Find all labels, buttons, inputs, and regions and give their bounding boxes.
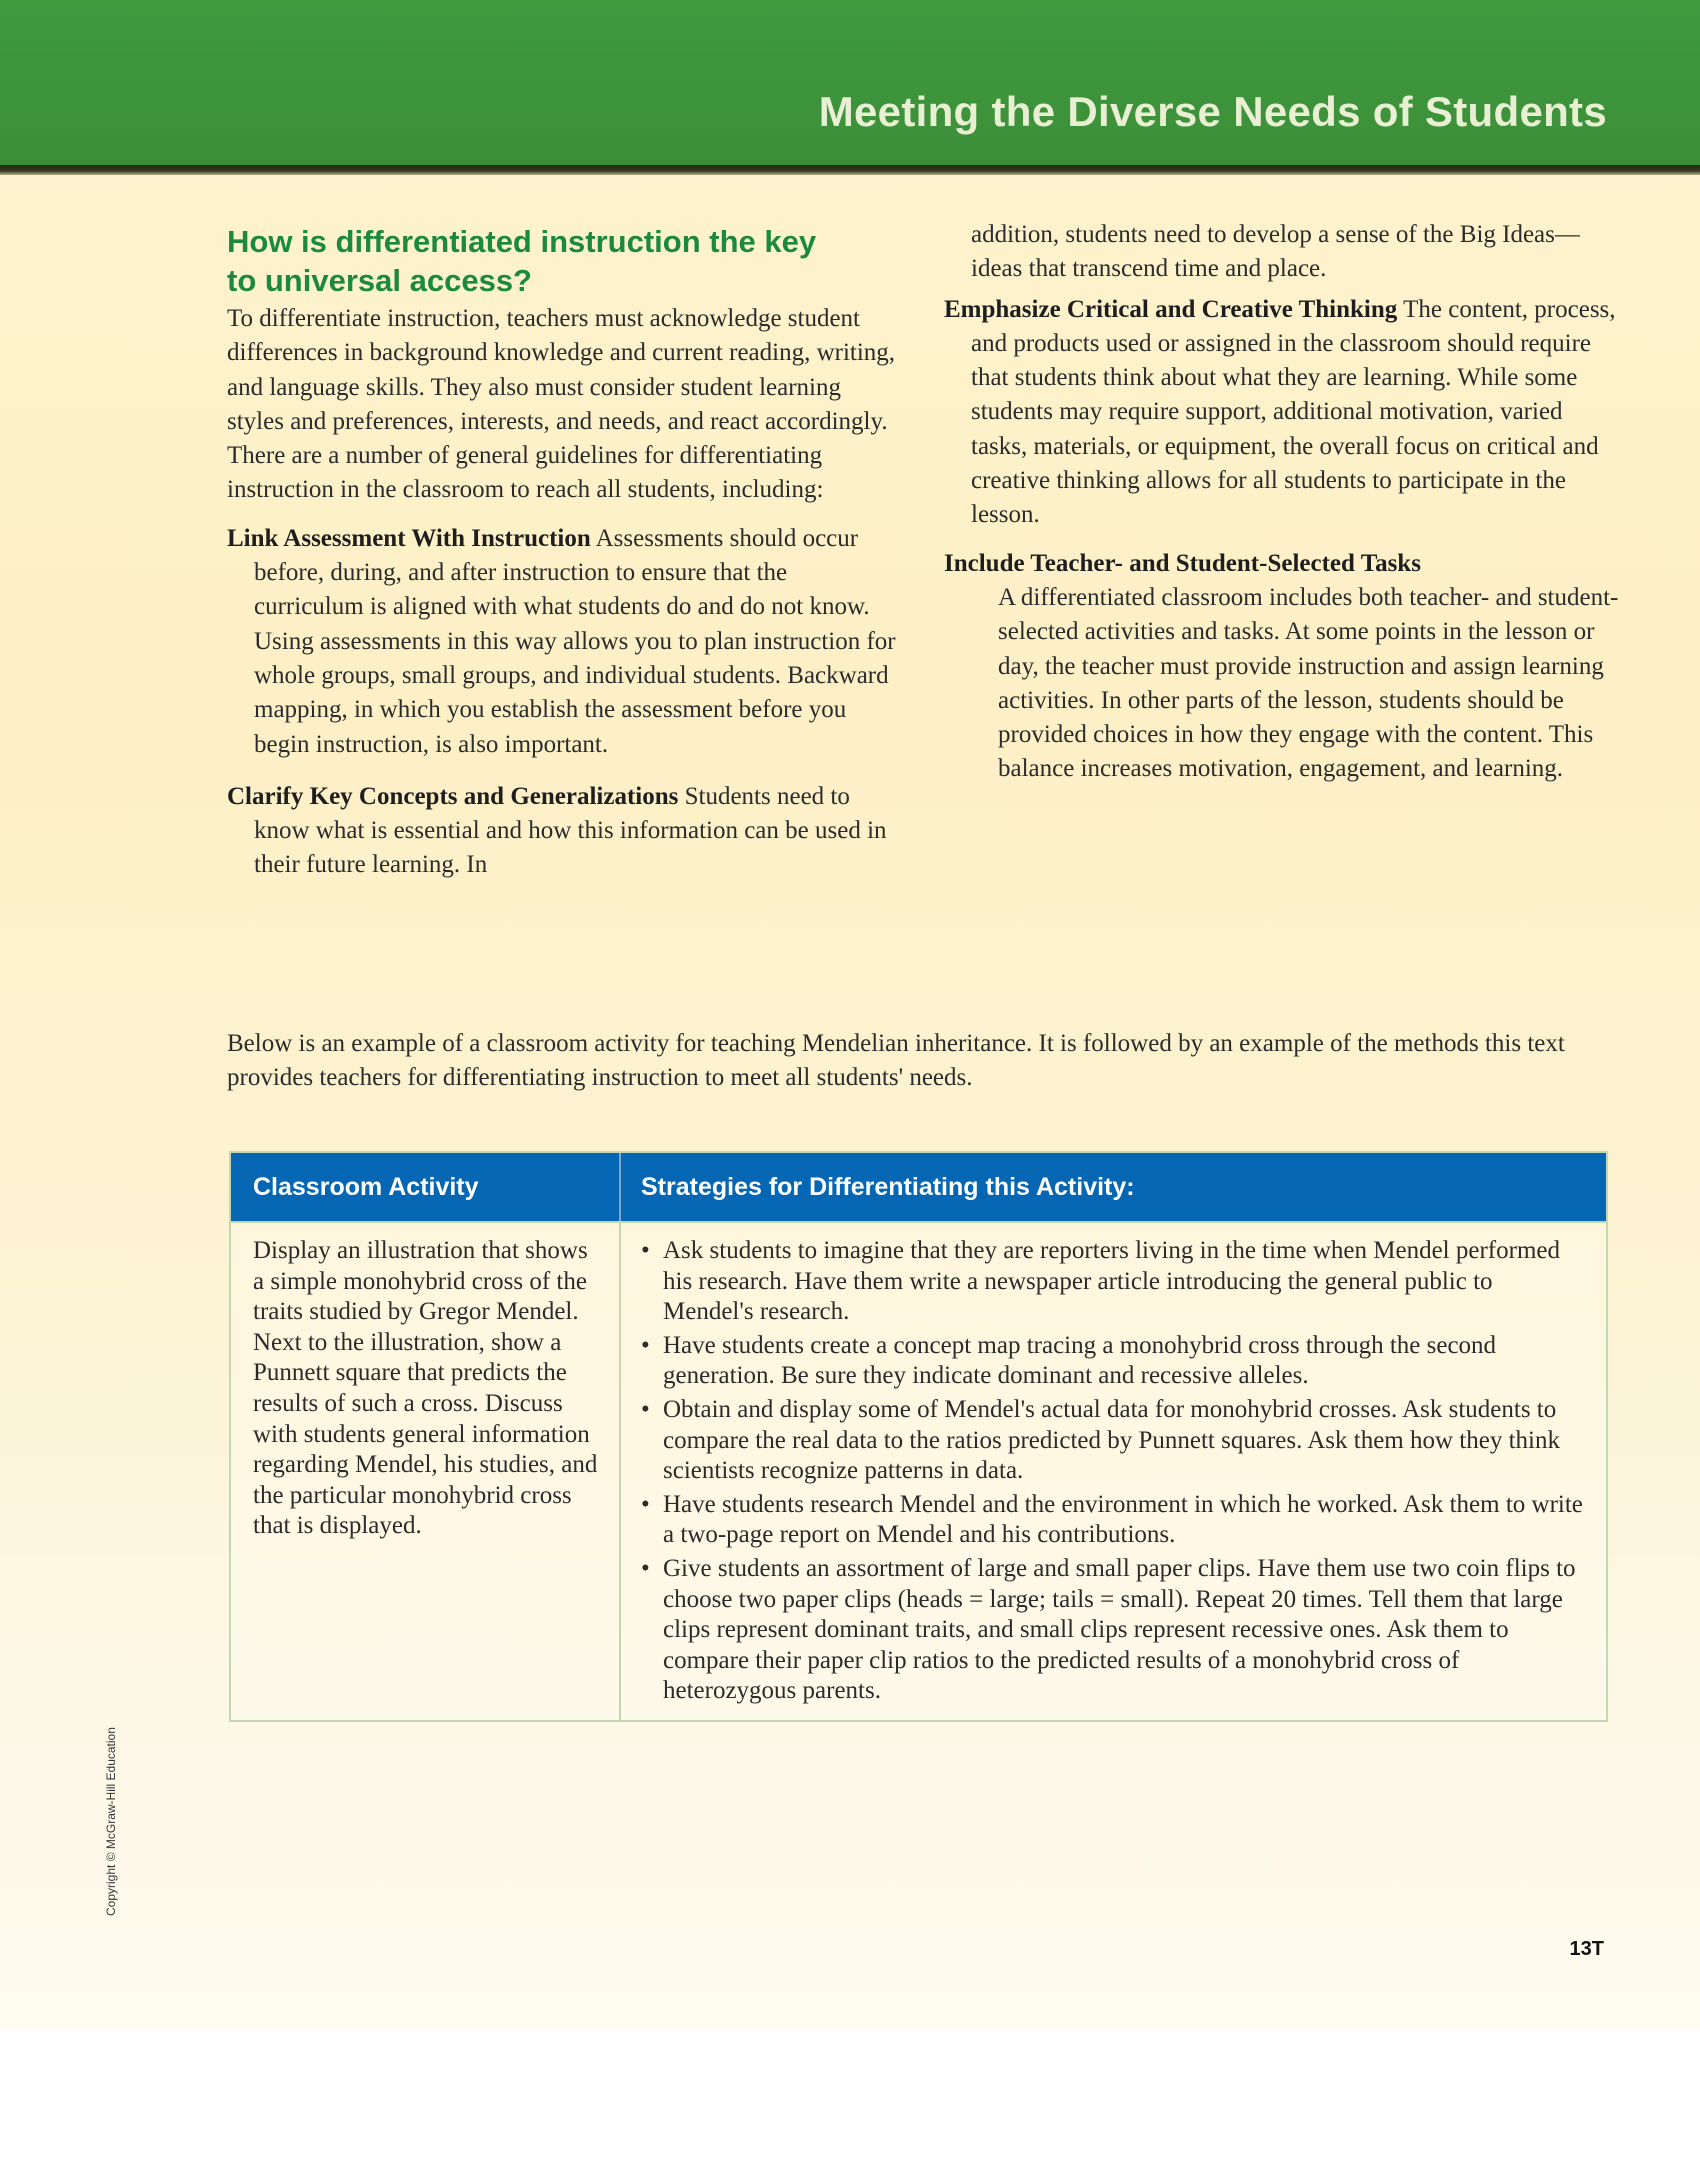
bullet-icon: • [641, 1395, 650, 1423]
strategy-text: Give students an assortment of large and small paper clips. Have them use two coin flips to choose two paper clips (heads = large; tails = small). Repeat 20 times. Tell them that large clips represent dominant traits, and small clips represent recessive ones. Ask them to compare their paper clip ratios to the predicted results of a monohybrid cross of heterozygous parents. [663, 1554, 1576, 1705]
table-intro-text: Below is an example of a classroom activity for teaching Mendelian inheritance. It is followed by an example of the methods this text provides teachers for differentiating instruction to meet all students' needs. [227, 1030, 1565, 1091]
differentiation-table [229, 1151, 1608, 1722]
left-column [227, 222, 897, 883]
strategy-list [641, 1236, 1586, 1707]
header-banner [0, 0, 1700, 165]
copyright-notice: Copyright © McGraw-Hill Education [104, 1727, 118, 1916]
page-title: Meeting the Diverse Needs of Students [818, 88, 1607, 135]
bullet-icon: • [641, 1490, 650, 1518]
guideline-text: The content, process, and products used or assigned in the classroom should require that students think about what they are learning. While some students may require support, additional motivation, varied tasks, materials, or equipment, the overall focus on critical and creative thinking allows for all students to participate in the lesson. [971, 295, 1616, 529]
bullet-icon: • [641, 1554, 650, 1582]
guideline-title: Clarify Key Concepts and Generalizations [227, 782, 679, 810]
strategy-text: Ask students to imagine that they are reporters living in the time when Mendel performed his research. Have them write a newspaper article introducing the general public to Mendel's research. [663, 1237, 1560, 1326]
strategy-item [641, 1331, 1586, 1392]
guideline-title: Link Assessment With Instruction [227, 524, 591, 552]
strategy-item [641, 1554, 1586, 1707]
activity-cell: Display an illustration that shows a simple monohybrid cross of the traits studied by Gregor Mendel. Next to the illustration, show a Punnett square that predicts the results of such a cross. Discuss with students general information regarding Mendel, his studies, and the particular monohybrid cross that is displayed. [253, 1237, 598, 1540]
bullet-icon: • [641, 1331, 650, 1359]
table-header-row [231, 1153, 1606, 1221]
continuation-text: addition, students need to develop a sense of the Big Ideas—ideas that transcend time and place. [971, 221, 1580, 283]
strategy-item [641, 1490, 1586, 1551]
guideline-item [944, 547, 1624, 787]
guideline-item [227, 780, 897, 883]
right-column [944, 222, 1624, 787]
table-header-strategies: Strategies for Differentiating this Activity: [641, 1173, 1135, 1201]
guideline-title: Emphasize Critical and Creative Thinking [944, 295, 1398, 323]
section-heading: How is differentiated instruction the key to universal access? [227, 224, 817, 298]
table-column-divider [619, 1153, 621, 1720]
strategy-text: Obtain and display some of Mendel's actual data for monohybrid crosses. Ask students to compare the real data to the ratios predicted by Punnett squares. Ask them how they think scientists recognize patterns in data. [663, 1395, 1560, 1485]
guideline-list [227, 522, 897, 883]
guideline-text: Students need to know what is essential and how this information can be used in their future learning. In [254, 782, 887, 879]
guideline-text: A differentiated classroom includes both teacher- and student-selected activities and tasks. At some points in the lesson or day, the teacher must provide instruction and assign learning activities. In other parts of the lesson, students should be provided choices in how they engage with the content. This balance increases motivation, engagement, and learning. [998, 583, 1619, 783]
table-header-divider [619, 1153, 621, 1221]
bullet-icon: • [641, 1237, 650, 1264]
guideline-item [944, 293, 1624, 533]
guideline-text: Assessments should occur before, during, and after instruction to ensure that the curriculum is aligned with what students do and do not know. Using assessments in this way allows you to plan instruction for whole groups, small groups, and individual students. Backward mapping, in which you establish the assessment before you begin instruction, is also important. [254, 524, 896, 758]
header-rule [0, 165, 1700, 175]
guideline-item [227, 522, 897, 762]
strategy-item [641, 1236, 1586, 1328]
strategy-item [641, 1395, 1586, 1487]
strategy-text: Have students create a concept map tracing a monohybrid cross through the second generation. Be sure they indicate dominant and recessive alleles. [663, 1331, 1497, 1390]
intro-paragraph: To differentiate instruction, teachers must acknowledge student differences in background knowledge and current reading, writing, and language skills. They also must consider student learning styles and preferences, interests, and needs, and react accordingly. There are a number of general guidelines for differentiating instruction in the classroom to reach all students, including: [227, 305, 896, 504]
strategies-cell [641, 1236, 1586, 1710]
table-header-activity: Classroom Activity [253, 1173, 479, 1201]
table-header-rule [231, 1221, 1606, 1223]
guideline-title: Include Teacher- and Student-Selected Tasks [944, 549, 1421, 577]
strategy-text: Have students research Mendel and the environment in which he worked. Ask them to write a two-page report on Mendel and his contributions. [663, 1490, 1583, 1549]
page-number: 13T [1569, 1938, 1604, 1960]
